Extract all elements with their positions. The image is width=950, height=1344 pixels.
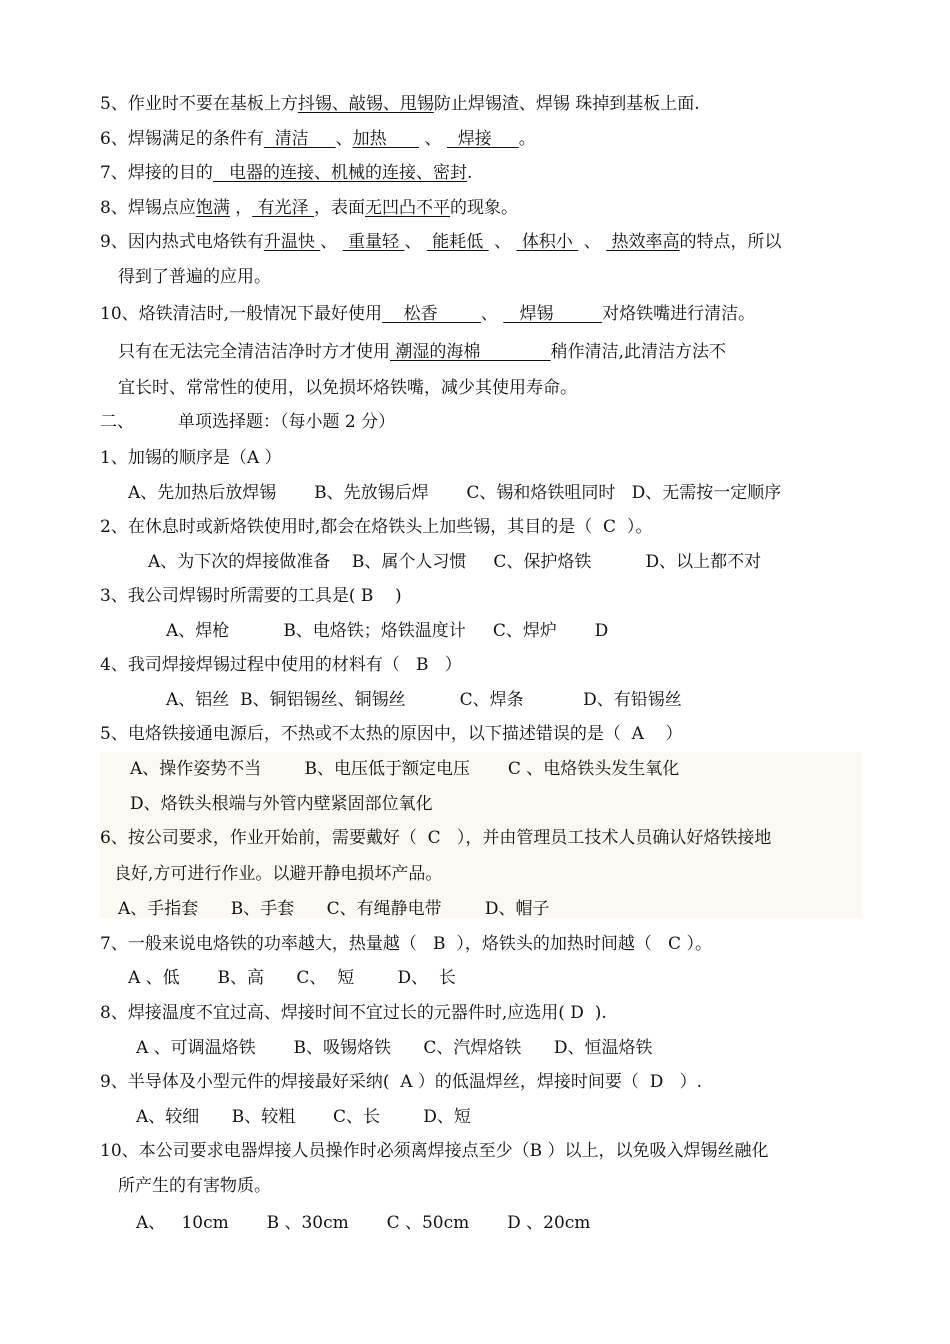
- answer-blank: 无凹凸不平: [365, 198, 451, 218]
- choice-question-9: 9、半导体及小型元件的焊接最好采纳( A ）的低温焊丝，焊接时间要（ D ）.: [100, 1072, 702, 1092]
- answer-blank: 潮湿的海棉: [390, 342, 551, 362]
- choice-question-10: 10、本公司要求电器焊接人员操作时必须离焊接点至少（B ）以上，以免吸入焊锡丝融化: [100, 1141, 769, 1161]
- fill-question-9: 9、因内热式电烙铁有升温快 、 重量轻 、 能耗低 、 体积小 、 热效率高的特点，所以: [100, 232, 782, 252]
- choice-options-4: A、铝丝 B、铜铝锡丝、铜锡丝 C、焊条 D、有铅锡丝: [166, 690, 682, 710]
- answer-blank: 能耗低: [426, 232, 489, 252]
- answer-blank: 热效率高: [606, 232, 680, 252]
- choice-options-7: A 、低 B、高 C、 短 D、 长: [128, 968, 456, 988]
- answer-blank: 抖锡、敲锡、甩锡: [297, 94, 434, 114]
- answer-blank: 电器的连接、机械的连接、密封: [212, 163, 468, 183]
- answer-blank: 饱满: [195, 198, 230, 218]
- choice-options-2: A、为下次的焊接做准备 B、属个人习惯 C、保护烙铁 D、以上都不对: [148, 552, 762, 572]
- answer-blank: 加热: [352, 129, 420, 149]
- answer-blank: 清洁: [263, 129, 336, 149]
- choice-options-6: A、手指套 B、手套 C、有绳静电带 D、帽子: [118, 899, 550, 919]
- choice-options-10: A、 10cm B 、30cm C 、50cm D 、20cm: [136, 1213, 591, 1233]
- fill-question-8: 8、焊锡点应饱满 ， 有光泽 ，表面无凹凸不平的现象。: [100, 198, 519, 218]
- answer-blank: 重量轻: [342, 232, 405, 252]
- answer-blank: 焊接: [446, 129, 519, 149]
- answer-blank: 有光泽: [252, 198, 315, 218]
- choice-question-7: 7、一般来说电烙铁的功率越大，热量越（ B ），烙铁头的加热时间越（ C ）。: [100, 934, 712, 954]
- choice-options-5: A、操作姿势不当 B、电压低于额定电压 C 、电烙铁头发生氧化: [130, 759, 680, 779]
- answer-blank: 焊锡: [503, 304, 603, 324]
- choice-question-5: 5、电烙铁接通电源后，不热或不太热的原因中，以下描述错误的是（ A ）: [100, 724, 683, 744]
- choice-options-1: A、先加热后放焊锡 B、先放锡后焊 C、锡和烙铁咀同时 D、无需按一定顺序: [128, 483, 782, 503]
- choice-question-6-cont: 良好,方可进行作业。以避开静电损坏产品。: [114, 864, 443, 884]
- section-heading: 二、 单项选择题：（每小题 2 分）: [100, 412, 396, 432]
- choice-question-10-cont: 所产生的有害物质。: [118, 1176, 271, 1196]
- choice-question-3: 3、我公司焊锡时所需要的工具是( B ): [100, 586, 402, 606]
- fill-question-7: 7、焊接的目的 电器的连接、机械的连接、密封.: [100, 163, 473, 183]
- choice-options-5-d: D、烙铁头根端与外管内壁紧固部位氧化: [130, 794, 433, 814]
- answer-blank: 升温快: [263, 232, 321, 252]
- choice-options-3: A、焊枪 B、电烙铁；烙铁温度计 C、焊炉 D: [166, 621, 609, 641]
- fill-question-5: 5、作业时不要在基板上方抖锡、敲锡、甩锡防止焊锡渣、焊锡 珠掉到基板上面.: [100, 94, 700, 114]
- choice-question-8: 8、焊接温度不宜过高、焊接时间不宜过长的元器件时,应选用( D ).: [100, 1003, 607, 1023]
- fill-question-10: 10、烙铁清洁时,一般情况下最好使用 松香 、 焊锡 对烙铁嘴进行清洁。: [100, 304, 756, 324]
- choice-question-6: 6、按公司要求，作业开始前，需要戴好（ C ），并由管理员工技术人员确认好烙铁接地: [100, 828, 772, 848]
- choice-question-4: 4、我司焊接焊锡过程中使用的材料有（ B ）: [100, 655, 462, 675]
- answer-blank: 体积小: [516, 232, 579, 252]
- fill-question-10-line2: 只有在无法完全清洁洁净时方才使用 潮湿的海棉 稍作清洁,此清洁方法不: [118, 342, 727, 362]
- fill-question-10-line3: 宜长时、常常性的使用，以免损坏烙铁嘴，减少其使用寿命。: [118, 378, 577, 398]
- choice-question-1: 1、加锡的顺序是（A ）: [100, 448, 282, 468]
- fill-question-6: 6、焊锡满足的条件有 清洁 、加热 、 焊接 。: [100, 129, 536, 149]
- choice-options-9: A、较细 B、较粗 C、长 D、短: [136, 1107, 471, 1127]
- answer-blank: 松香: [382, 304, 481, 324]
- choice-question-2: 2、在休息时或新烙铁使用时,都会在烙铁头上加些锡，其目的是（ C ）。: [100, 517, 653, 537]
- choice-options-8: A 、可调温烙铁 B、吸锡烙铁 C、汽焊烙铁 D、恒温烙铁: [136, 1038, 653, 1058]
- fill-question-9-cont: 得到了普遍的应用。: [118, 267, 271, 287]
